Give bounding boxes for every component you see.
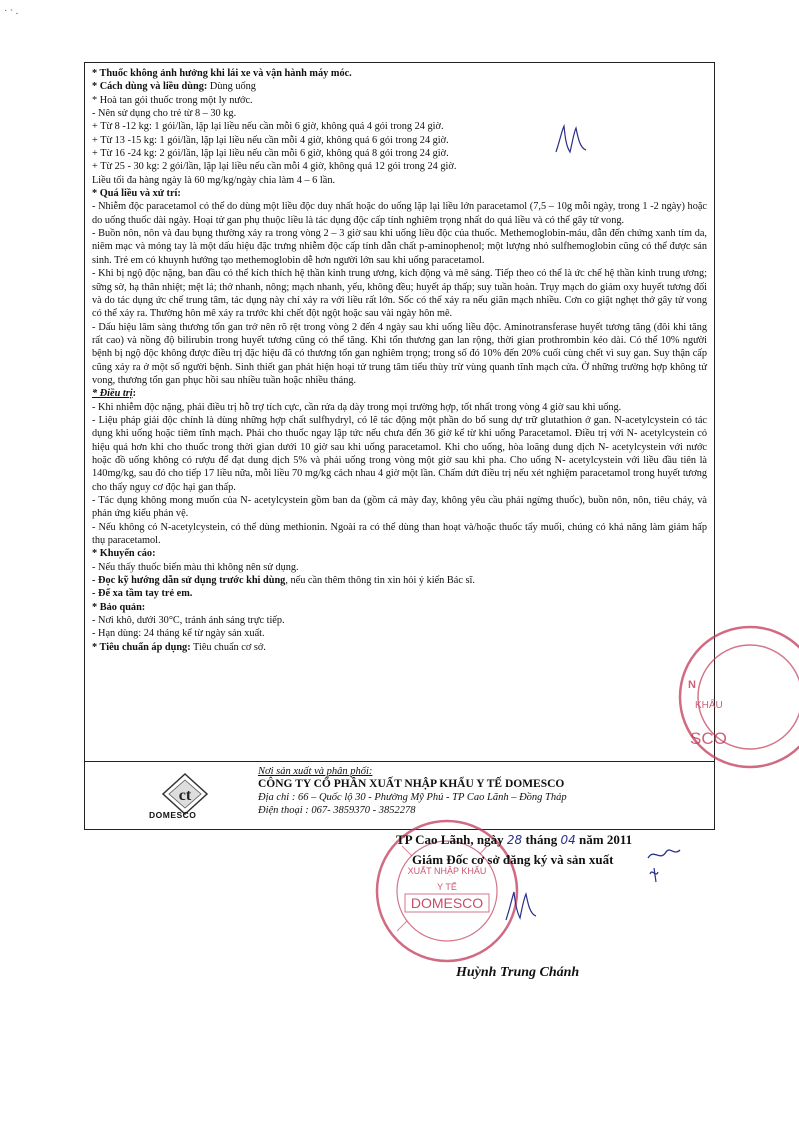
text-line: * Hoà tan gói thuốc trong một ly nước. (92, 94, 253, 106)
text-line: + Từ 25 - 30 kg: 2 gói/lần, lặp lại liều nếu cần mỗi 4 giờ, không quá 12 gói trong 24 giờ. (92, 161, 457, 173)
overdose-section (92, 200, 707, 387)
text-line: - Nên sử dụng cho trẻ từ 8 – 30 kg. (92, 108, 237, 120)
signature-month: 04 (560, 833, 576, 847)
text-line: * Cách dùng và liều dùng: Dùng uống (92, 81, 256, 93)
side-stamp-n: N (688, 679, 696, 691)
handwritten-mark-icon (552, 122, 592, 158)
signature-date-line: TP Cao Lãnh, ngày 28 tháng 04 năm 2011 (396, 832, 633, 847)
manufacturer-info (258, 765, 567, 817)
text-line: * Bảo quản: (92, 601, 146, 613)
paragraph: - Tác dụng không mong muốn của N- acetylcystein gồm ban da (gồm cả mày đay, không yêu cầu phải ngừng thuốc), buồn nôn, nôn, tiêu chảy, và phản ứng kiểu phản vệ. (92, 495, 707, 520)
company-name: CÔNG TY CỔ PHẦN XUẤT NHẬP KHẨU Y TẾ DOMESCO (258, 778, 565, 790)
paragraph: - Dấu hiệu lâm sàng thương tổn gan trở nên rõ rệt trong vòng 2 đến 4 ngày sau khi uống liều độc. Aminotransferase huyết tương tăng (đôi khi tăng rất cao) và nồng độ bilirubin trong huyết tương cũng có thể tăng. Khi tổn thương gan lan rộng, thời gian prothrombin kéo dài. Có thể 10% người bệnh bị ngộ độc không được điều trị đặc hiệu đã có thương tổn gan nghiêm trọng; trong số đó 10% đến 20% cuối cùng chết vì suy gan. Suy thận cấp cũng xảy ra ở một số người bệnh. Sinh thiết gan phát hiện hoại tử trung tâm tiểu thùy trừ vùng quanh tĩnh mạch cửa. Ở những trường hợp không tử vong, thương tổn gan phục hồi sau nhiều tuần hoặc nhiều tháng. (92, 321, 707, 386)
text-line: + Từ 16 -24 kg: 2 gói/lần, lặp lại liều nếu cần mỗi 6 giờ, không quá 8 gói trong 24 giờ. (92, 148, 449, 160)
paragraph: - Liệu pháp giải độc chính là dùng những hợp chất sulfhydryl, có lẽ tác động một phần do bổ sung dự trữ glutathion ở gan. N-acetylcystein có tác dụng khi uống hoặc tiêm tĩnh mạch. Phải cho thuốc ngay lập tức nếu chưa đến 36 giờ kể từ khi uống Paracetamol. Điều trị với N- acetylcystein có hiệu quả hơn khi cho thuốc trong thời gian dưới 10 giờ sau khi uống paracetamol. Khi cho uống, hòa loãng dung dịch N- acetylcystein với nước hoặc đồ uống không có rượu để đạt dung dịch 5% và phải uống trong vòng một giờ sau khi pha. Cho uống N- acetylcystein với liều đầu tiên là 140mg/kg, sau đó cho tiếp 17 liều nữa, mỗi liều 70 mg/kg cách nhau 4 giờ một lần. Chấm dứt điều trị nếu xét nghiệm paracetamol trong huyết tương cho thấy nguy cơ độc hại gan thấp. (92, 414, 707, 493)
paragraph: - Nhiễm độc paracetamol có thể do dùng một liều độc duy nhất hoặc do uống lặp lại liều lớn paracetamol (7,5 – 10g mỗi ngày, trong 1 -2 ngày) hoặc do uống thuốc dài ngày. Hoại tử gan phụ thuộc liều là tác dụng độc cấp tính nghiêm trọng nhất do quá liều và có thể gây tử vong. (92, 201, 707, 226)
leaflet-text-box (84, 62, 715, 762)
company-address: Địa chỉ : 66 – Quốc lộ 30 - Phường Mỹ Phú - TP Cao Lãnh – Đồng Tháp (258, 792, 567, 803)
paragraph: - Khi bị ngộ độc nặng, ban đầu có thể kích thích hệ thần kinh trung ương, kích động và mê sảng. Tiếp theo có thể là ức chế hệ thần kinh trung ương; sững sờ, hạ thân nhiệt; mệt lả; thở nhanh, nông; mạch nhanh, yếu, không đều; huyết áp thấp; suy tuần hoàn. Trụy mạch do giảm oxy huyết tương đối và do tác dụng ức chế trung tâm, tác dụng này chỉ xảy ra với liều rất lớn. Sốc có thể xảy ra nếu giãn mạch nhiều. Cơn co giật nghẹt thở gây tử vong có thể xảy ra. Thường hôn mê xảy ra trước khi chết đột ngột hoặc sau vài ngày hôn mê. (92, 268, 707, 320)
maker-label: Nơi sản xuất và phân phối: (258, 766, 373, 777)
text-line: - Nơi khô, dưới 30°C, tránh ánh sáng trực tiếp. (92, 615, 285, 627)
text-line: * Tiêu chuẩn áp dụng: Tiêu chuẩn cơ sở. (92, 641, 266, 653)
text-line: * Quá liều và xử trí: (92, 188, 181, 200)
handwritten-initials-icon (640, 838, 700, 888)
text-line: * Khuyến cáo: (92, 548, 156, 560)
treatment-section (92, 401, 707, 548)
treatment-heading: * Điều trị: (92, 388, 137, 400)
paragraph: - Khi nhiễm độc nặng, phải điều trị hỗ trợ tích cực, cần rửa dạ dày trong mọi trường hợp, tốt nhất trong vòng 4 giờ sau khi uống. (92, 401, 622, 413)
dosage-section (92, 67, 707, 200)
text-line: - Để xa tầm tay trẻ em. (92, 588, 193, 600)
stamp-ring-text: XUẤT NHẬP KHẨU (407, 866, 487, 876)
text-line: + Từ 13 -15 kg: 1 gói/lần, lặp lại liều nếu cần mỗi 4 giờ, không quá 6 gói trong 24 giờ. (92, 134, 449, 146)
scan-speckle: ˙ ` ⸱ (4, 9, 19, 20)
text-line: + Từ 8 -12 kg: 1 gói/lần, lặp lại liều nếu cần mỗi 6 giờ, không quá 4 gói trong 24 giờ. (92, 121, 444, 133)
text-line: - Đọc kỹ hướng dẫn sử dụng trước khi dùng, nếu cần thêm thông tin xin hỏi ý kiến Bác sĩ. (92, 575, 475, 587)
treatment-heading-text: * Điều trị (92, 388, 133, 400)
side-stamp-icon (640, 612, 799, 782)
side-stamp-sco: SCO (690, 729, 727, 748)
logo-label: DOMESCO (149, 810, 197, 820)
text-line: Liều tối đa hàng ngày là 60 mg/kg/ngày chia làm 4 – 6 lần. (92, 174, 336, 186)
storage-section (92, 547, 707, 654)
text-line: * Thuốc không ảnh hưởng khi lái xe và vận hành máy móc. (92, 68, 352, 79)
stamp-main-text: DOMESCO (410, 895, 484, 911)
stamp-y-te: Y TẾ (437, 882, 457, 892)
signatory-name: Huỳnh Trung Chánh (456, 965, 580, 980)
text-line: - Hạn dùng: 24 tháng kể từ ngày sản xuất. (92, 628, 265, 640)
signature-day: 28 (506, 833, 523, 847)
signature-title: Giám Đốc cơ sở đăng ký và sản xuất (412, 852, 614, 867)
text-line: - Nếu thấy thuốc biến màu thì không nên sử dụng. (92, 561, 299, 573)
handwritten-signature-icon (500, 886, 540, 926)
paragraph: - Buồn nôn, nôn và đau bụng thường xảy ra trong vòng 2 – 3 giờ sau khi uống liều độc của thuốc. Methemoglobin-máu, dẫn đến chứng xanh tím da, niêm mạc và móng tay là một dấu hiệu đặc trưng nhiễm độc cấp tính dẫn chất p-aminophenol; một lượng nhỏ sulfhemoglobin cũng có thể được sản sinh. Trẻ em có khuynh hướng tạo methemoglobin dễ hơn người lớn sau khi uống paracetamol. (92, 228, 707, 266)
side-stamp-khau: KHẨU (695, 700, 723, 711)
company-phone: Điện thoại : 067- 3859370 - 3852278 (258, 805, 416, 816)
paragraph: - Nếu không có N-acetylcystein, có thể dùng methionin. Ngoài ra có thể dùng than hoạt và/hoặc thuốc tẩy muối, chúng có khả năng làm giảm hấp thụ paracetamol. (92, 521, 707, 547)
svg-text:ct: ct (178, 787, 192, 804)
